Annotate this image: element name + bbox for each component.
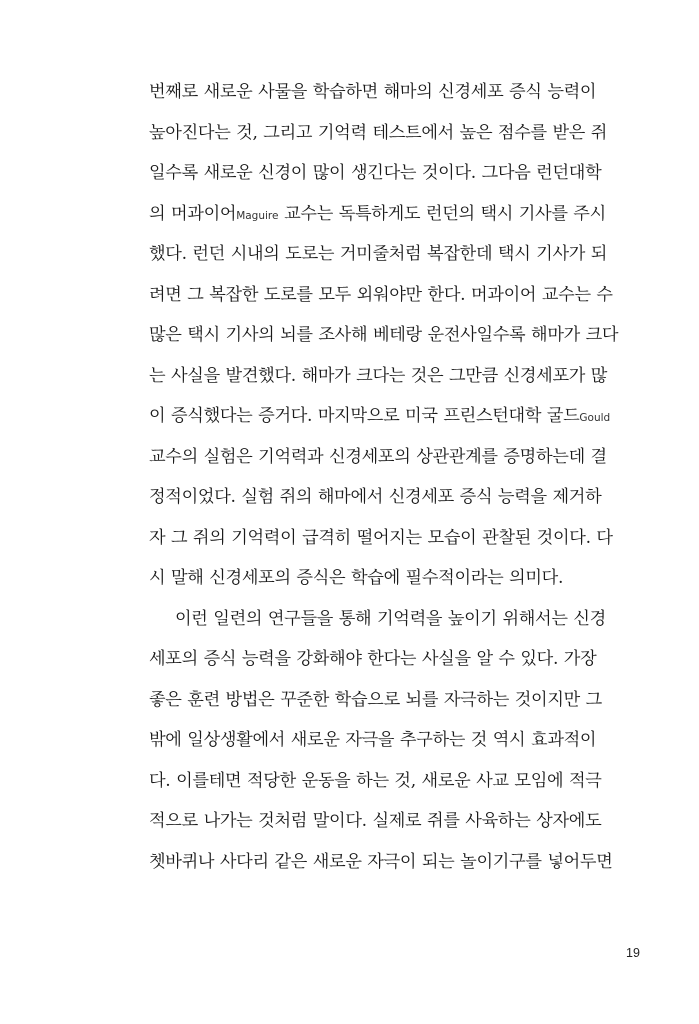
text-segment: 교수는 독특하게도 런던의 택시 기사를 주시	[278, 203, 606, 224]
text-segment: 의 머과이어	[149, 203, 237, 224]
page-number: 19	[626, 946, 640, 960]
text-line: 교수의 실험은 기억력과 신경세포의 상관관계를 증명하는데 결	[149, 446, 607, 467]
text-line: 많은 택시 기사의 뇌를 조사해 베테랑 운전사일수록 해마가 크다	[149, 325, 619, 345]
text-line: 세포의 증식 능력을 강화해야 한다는 사실을 알 수 있다. 가장	[149, 649, 597, 669]
text-line: 밖에 일상생활에서 새로운 자극을 추구하는 것 역시 효과적이	[149, 730, 597, 750]
latin-name-annotation: Maguire	[236, 209, 279, 222]
text-line: 는 사실을 발견했다. 해마가 크다는 것은 그만큼 신경세포가 많	[149, 365, 608, 386]
text-line: 했다. 런던 시내의 도로는 거미줄처럼 복잡한데 택시 기사가 되	[149, 244, 608, 264]
paragraph-first-line: 이런 일련의 연구들을 통해 기억력을 높이기 위해서는 신경	[175, 608, 606, 629]
text-line: 자 그 쥐의 기억력이 급격히 떨어지는 모습이 관찰된 것이다. 다	[149, 527, 613, 548]
text-line: 정적이었다. 실험 쥐의 해마에서 신경세포 증식 능력을 제거하	[149, 487, 602, 507]
text-line: 번째로 새로운 사물을 학습하면 해마의 신경세포 증식 능력이	[149, 82, 597, 102]
text-line	[149, 194, 619, 235]
body-text	[149, 72, 619, 882]
text-line	[149, 396, 619, 437]
text-line: 쳇바퀴나 사다리 같은 새로운 자극이 되는 놀이기구를 넣어두면	[149, 851, 613, 872]
text-line: 시 말해 신경세포의 증식은 학습에 필수적이라는 의미다.	[149, 568, 564, 588]
text-line: 적으로 나가는 것처럼 말이다. 실제로 쥐를 사육하는 상자에도	[149, 811, 602, 831]
text-segment: 이 증식했다는 증거다. 마지막으로 미국 프린스턴대학 굴드	[149, 406, 580, 426]
latin-name-annotation: Gould	[579, 412, 611, 424]
text-line: 려면 그 복잡한 도로를 모두 외워야만 한다. 머과이어 교수는 수	[149, 284, 613, 305]
text-line: 높아진다는 것, 그리고 기억력 테스트에서 높은 점수를 받은 쥐	[149, 122, 608, 143]
text-line: 좋은 훈련 방법은 꾸준한 학습으로 뇌를 자극하는 것이지만 그	[149, 689, 602, 710]
text-line: 다. 이를테면 적당한 운동을 하는 것, 새로운 사교 모임에 적극	[149, 770, 602, 791]
text-line: 일수록 새로운 신경이 많이 생긴다는 것이다. 그다음 런던대학	[149, 163, 602, 183]
